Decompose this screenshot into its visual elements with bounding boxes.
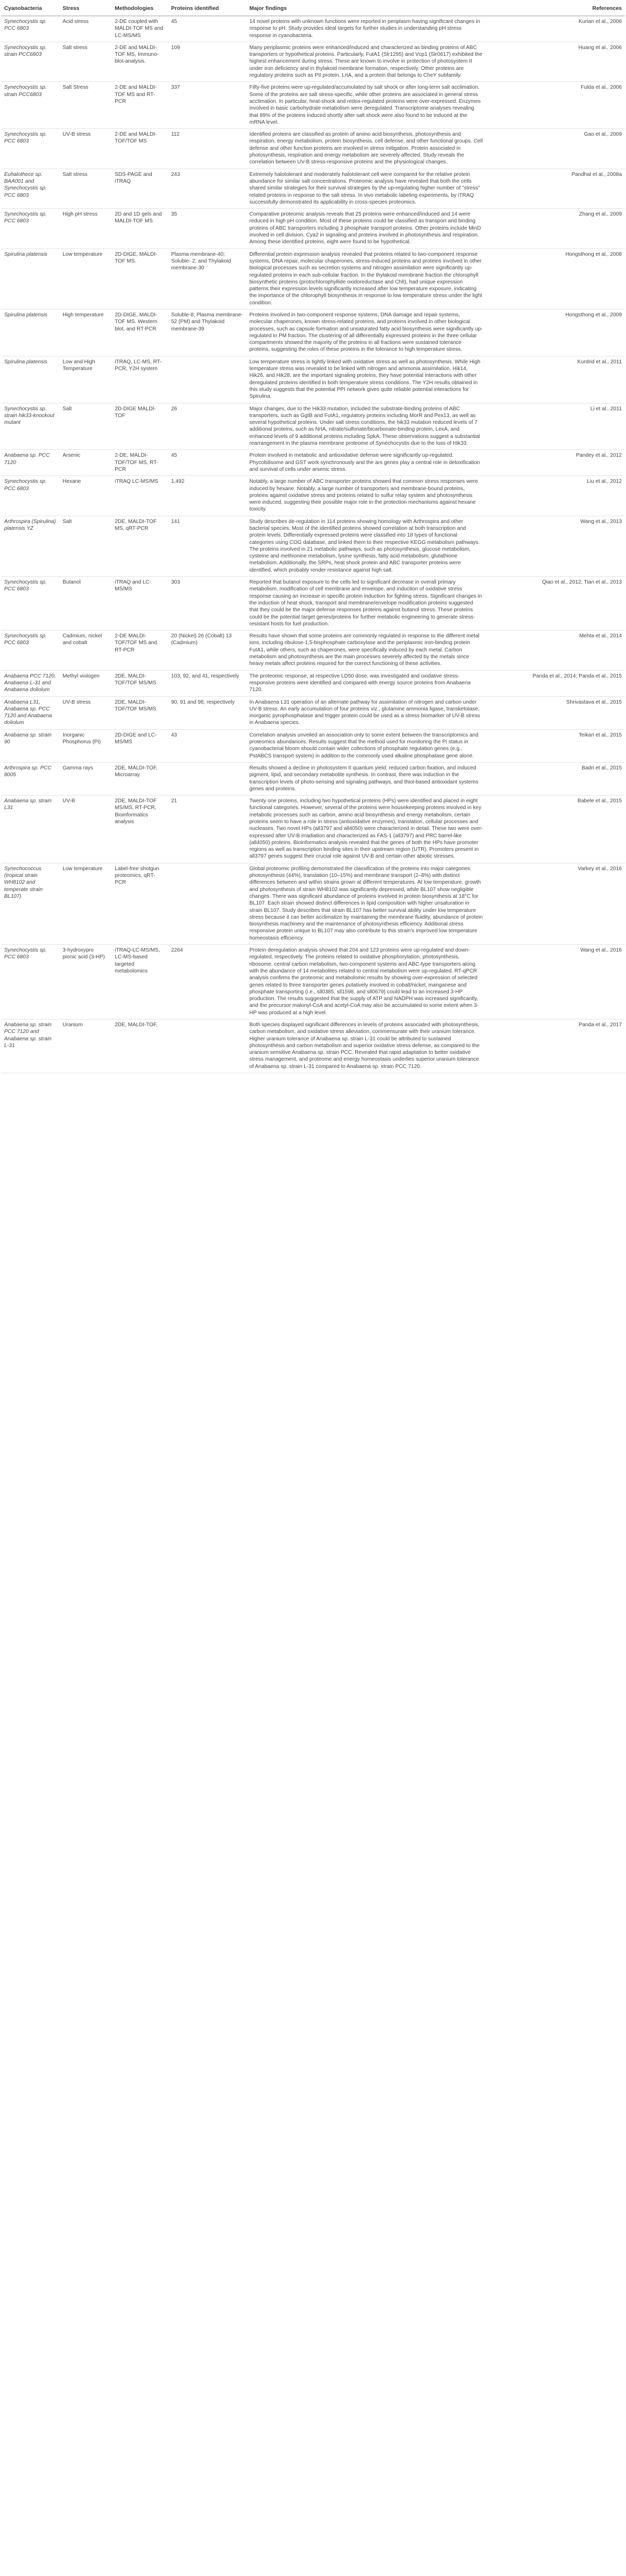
table-row — [1, 16, 625, 42]
table-body — [1, 16, 625, 1073]
table-row — [1, 1019, 625, 1073]
cell-major-findings: The proteomic response, at respective LD50 dose, was investigated and oxidative stress-responsive proteins were identified and compared with energy source proteins from Anabaena 7120. — [246, 670, 486, 696]
cell-methodologies: 2DE, MALDI-TOF, — [112, 1019, 168, 1073]
table-row — [1, 863, 625, 944]
table-row — [1, 450, 625, 476]
cell-cyanobacteria: Spirulina platensis — [1, 248, 59, 309]
cell-proteins-identified: 2264 — [168, 945, 246, 1019]
header-cyanobacteria: Cyanobacteria — [1, 0, 59, 16]
cell-stress: Salt stress — [59, 42, 112, 81]
table-row — [1, 516, 625, 576]
table-row — [1, 129, 625, 169]
header-stress: Stress — [59, 0, 112, 16]
cell-cyanobacteria: Spirulina platensis — [1, 309, 59, 356]
cell-cyanobacteria: Euhalothece sp. BAA001 and Synechocystis sp. PCC 6803 — [1, 169, 59, 208]
cell-proteins-identified: 109 — [168, 42, 246, 81]
cell-major-findings: 14 novel proteins with unknown functions were reported in periplasm having significant changes in response to pH. Study provides ideal targets for further studies in understanding pH stress response in cyanobacteria. — [246, 16, 486, 42]
cell-stress: Cadmium, nickel and cobalt — [59, 631, 112, 670]
cell-proteins-identified: 112 — [168, 129, 246, 169]
cell-cyanobacteria: Anabaena PCC 7120, Anabaena L-31 and Anabaena doliolum — [1, 670, 59, 696]
cell-stress: UV-B — [59, 796, 112, 863]
table-row — [1, 670, 625, 696]
cell-proteins-identified — [168, 863, 246, 944]
cell-major-findings: Differential protein expression analysis revealed that proteins related to two-component response systems, DNA repair, molecular chaperones, stress-induced proteins and proteins involved in other biological processes such as secretion systems and nitrogen assimilation were significantly up-regulated proteins in each sub-cellular fraction. In the thylakoid membrane fraction the chlorophyll biosynthetic proteins (protochlorophyllide oxidoreductase and ChlI), had unique expression patterns their expression levels significantly increased after low temperature exposure, indicating the importance of the chlorophyll biosynthesis in response to low temperature stress under the light condition. — [246, 248, 486, 309]
cell-stress: Low temperature — [59, 248, 112, 309]
cell-major-findings: Notably, a large number of ABC transporter proteins showed that common stress responses were induced by hexane. Notably, a large number of transporters and membrane-bound proteins, proteins against oxidative stress and proteins related to sulfur relay system and photosynthesis were induced, suggesting their possible major role in the protection mechanisms against hexane toxicity. — [246, 476, 486, 516]
cell-reference: Pandhal et al., 2008a — [486, 169, 625, 208]
cell-major-findings: Results have shown that some proteins are commonly regulated in response to the different metal ions, including ribulose-1,5-bisphosphate carboxylase and the periplasmic iron-binding protein FutA1, while others, such as chaperones, were specifically induced by each metal. Carbon metabolism and photosynthesis are the main processes severely affected by the metals since heavy metals affect proteins required for the correct functioning of these activities. — [246, 631, 486, 670]
table-row — [1, 403, 625, 450]
cell-proteins-identified: 21 — [168, 796, 246, 863]
table-row — [1, 169, 625, 208]
cell-proteins-identified: 26 — [168, 403, 246, 450]
cell-major-findings: In Anabaena L31 operation of an alternate pathway for assimilation of nitrogen and carbon under UV-B stress. An early accumulation of four proteins viz., glutamine ammonia ligase, transketolase, inorganic pyrophosphatase and trigger protein could be used as a stress biomarker of UV-B stress in Anabaena species. — [246, 696, 486, 729]
cell-methodologies: 2D and 1D gels and MALDI-TOF MS — [112, 209, 168, 248]
cell-methodologies: iTRAQ and LC-MS/MS — [112, 577, 168, 631]
proteomics-table — [1, 0, 625, 1073]
cell-stress: Salt — [59, 516, 112, 576]
header-references: References — [486, 0, 625, 16]
table-row — [1, 796, 625, 863]
cell-methodologies: 2DE, MALDI-TOF/TOF MS/MS — [112, 696, 168, 729]
cell-reference: Qiao et al., 2012; Tian et al., 2013 — [486, 577, 625, 631]
cell-proteins-identified: 337 — [168, 82, 246, 129]
cell-major-findings: Fifty-five proteins were up-regulated/accumulated by salt shock or after long-term salt acclimation. Some of the proteins are salt stress-specific, while other proteins are associated in general stress acclimation. In particular, heat-shock and redox-regulated proteins were over-expressed. Enzymes involved in basic carbohydrate metabolism were deregulated. Transcriptome analyses revealing that 89% of the proteins induced shortly after salt shock were also found to be induced at the mRNA level. — [246, 82, 486, 129]
header-proteins-identified: Proteins identified — [168, 0, 246, 16]
cell-proteins-identified — [168, 356, 246, 403]
cell-stress: UV-B stress — [59, 696, 112, 729]
cell-stress: Salt — [59, 403, 112, 450]
cell-methodologies: 2DE, MALDI-TOF MS, qRT-PCR — [112, 516, 168, 576]
table-row — [1, 356, 625, 403]
cell-reference: Panda et al., 2017 — [486, 1019, 625, 1073]
header-major-findings: Major findings — [246, 0, 486, 16]
cell-stress: Salt Stress — [59, 82, 112, 129]
cell-reference: Panda et al., 2014; Panda et al., 2015 — [486, 670, 625, 696]
cell-reference: Varkey et al., 2016 — [486, 863, 625, 944]
cell-reference: Kurdrid et al., 2011 — [486, 356, 625, 403]
cell-major-findings: Identified proteins are classified as protein of amino acid biosynthesis, photosynthesis and respiration, energy metabolism, protein biosynthesis, cell defense, and other functional groups. Cell defense and other function proteins are involved in stress mitigation. Protein associated in photosynthesis, respiration and energy metabolism are severely affected. Study reveals the correlation between UV-B stress-responsive proteins and the physiological changes. — [246, 129, 486, 169]
table-row — [1, 729, 625, 762]
cell-methodologies: iTRAQ-LC-MS/MS, LC-MS-based targeted metabolomics — [112, 945, 168, 1019]
cell-cyanobacteria: Anabaena sp. PCC 7120 — [1, 450, 59, 476]
cell-methodologies: Label-free shotgun proteomics, qRT-PCR — [112, 863, 168, 944]
cell-proteins-identified: 243 — [168, 169, 246, 208]
cell-stress: Methyl viologen — [59, 670, 112, 696]
cell-cyanobacteria: Synechocystis sp. PCC 6803 — [1, 476, 59, 516]
cell-proteins-identified — [168, 1019, 246, 1073]
cell-reference: Shrivastava et al., 2015 — [486, 696, 625, 729]
cell-cyanobacteria: Anabaena L31, Anabaena sp. PCC 7120 and Anabaena doliolum — [1, 696, 59, 729]
cell-cyanobacteria: Synechococcus (tropical strain WH8102 and temperate strain BL107) — [1, 863, 59, 944]
cell-proteins-identified — [168, 762, 246, 795]
cell-stress: High temperature — [59, 309, 112, 356]
cell-cyanobacteria: Synechocystis sp. strain PCC6803 — [1, 82, 59, 129]
cell-major-findings: Low temperature stress is tightly linked with oxidative stress as well as photosynthesis. While High temperature stress was revealed to be linked with nitrogen and ammonia assimilation. Hik14, Hik26, and Hik28, are the important signaling proteins, they have potential interactions with other deregulated proteins identified in both temperature stress conditions. The Y2H results obtained in this study suggests that the potential PPI network gives quite reliable potential interactions for Spirulina. — [246, 356, 486, 403]
cell-cyanobacteria: Synechocystis sp. PCC 6803 — [1, 16, 59, 42]
cell-cyanobacteria: Arthrospira sp. PCC 8005 — [1, 762, 59, 795]
cell-reference: Babele et al., 2015 — [486, 796, 625, 863]
cell-proteins-identified: 45 — [168, 16, 246, 42]
cell-proteins-identified: 90, 91 and 98, respectively — [168, 696, 246, 729]
cell-proteins-identified: 43 — [168, 729, 246, 762]
cell-stress: Inorganic Phosphorus (Pi) — [59, 729, 112, 762]
cell-proteins-identified: 141 — [168, 516, 246, 576]
table-row — [1, 42, 625, 81]
cell-methodologies: iTRAQ LC-MS/MS — [112, 476, 168, 516]
cell-proteins-identified: 35 — [168, 209, 246, 248]
table-row — [1, 248, 625, 309]
table-row — [1, 696, 625, 729]
cell-stress: Salt stress — [59, 169, 112, 208]
cell-methodologies: iTRAQ, LC-MS, RT-PCR, Y2H system — [112, 356, 168, 403]
cell-major-findings: Reported that butanol exposure to the cells led to significant decrease in overall primary metabolism, modification of cell membrane and envelope, and induction of oxidative stress response causing an increase in specific protein induction for fighting stress. Significant changes in the induction of heat shock, transport and membrane/envelope modification proteins suggested that they could be the major defense responses proteins against butanol stress. These proteins could be the potential target genes/proteins for further metabolic engineering to generate stress-resistant hosts for fuel production. — [246, 577, 486, 631]
cell-reference: Hongsthong et al., 2009 — [486, 309, 625, 356]
cell-methodologies: 2DE, MALDI-TOF/TOF MS/MS — [112, 670, 168, 696]
cell-stress: UV-B stress — [59, 129, 112, 169]
cell-methodologies: 2-DE and MALDI-TOF MS and RT-PCR — [112, 82, 168, 129]
cell-stress: High pH stress — [59, 209, 112, 248]
cell-cyanobacteria: Arthrospira (Spirulina) platensis YZ — [1, 516, 59, 576]
cell-stress: Acid stress — [59, 16, 112, 42]
cell-reference: Pandey et al., 2012 — [486, 450, 625, 476]
cell-cyanobacteria: Synechocystis sp. PCC 6803 — [1, 209, 59, 248]
table-row — [1, 631, 625, 670]
cell-major-findings: Many periplasmic proteins were enhanced/induced and characterized as binding proteins of ABC transporters or hypothetical proteins. Particularly, FutA1 (Slr1295) and Vcp1 (Slr0617) exhibited the highest enhancement during stress. These are known to involve in protection of photosystem II under iron deficiency and in thylakoid membrane formation, respectively. Other proteins are regulatory proteins such as PII protein, LrtA, and a protein that belongs to CheY subfamily. — [246, 42, 486, 81]
cell-reference: Kurian et al., 2006 — [486, 16, 625, 42]
cell-stress: 3-hydroxypro pionic acid (3-HP) — [59, 945, 112, 1019]
cell-major-findings: Major changes, due to the Hik33 mutation, included the substrate-binding proteins of ABC transporters, such as GgtB and FutA1, regulatory proteins including MorR and Pex13, as well as several hypothetical proteins. Under salt stress conditions, the hik33 mutation reduced levels of 7 additional proteins, such as NrtA, nitrate/sulfonate/bicarbonate-binding protein, LexA, and enhanced levels of 9 additional proteins including SpkA. These observations suggest a substantial rearrangement in the plasma membrane proteome of Synechocystis due to the loss of Hik33. — [246, 403, 486, 450]
table-row — [1, 476, 625, 516]
cell-stress: Butanol — [59, 577, 112, 631]
cell-major-findings: Study describes de-regulation in 114 proteins showing homology with Arthrospira and other bacterial species. Most of the identified proteins showed correlation at both transcription and protein levels. Differentially expressed proteins were classified into 18 types of functional categories using COG database, and linked them to their respective KEGG metabolism pathways. The proteins involved in 21 metabolic pathways, such as photosynthesis, glucose metabolism, cysteine and methionine metabolism, lysine synthesis, fatty acid metabolism, glutathione metabolism. Additionally, the SRPs, heat shock protein and ABC transporter proteins were identified, which probably render resistance against high salt. — [246, 516, 486, 576]
cell-cyanobacteria: Synechocystis sp. PCC 6803 — [1, 945, 59, 1019]
cell-proteins-identified: Plasma membrane-40; Soluble- 2; and Thylakoid membrane-30 — [168, 248, 246, 309]
cell-cyanobacteria: Anabaena sp. strain PCC 7120 and Anabaena sp. strain L-31 — [1, 1019, 59, 1073]
cell-reference: Teikari et al., 2015 — [486, 729, 625, 762]
cell-stress: Low and High Temperature — [59, 356, 112, 403]
cell-proteins-identified: Soluble-8; Plasma membrane-52 (PM) and Thylakoid membrane-39 — [168, 309, 246, 356]
cell-cyanobacteria: Synechocystis sp. PCC 6803 — [1, 631, 59, 670]
cell-cyanobacteria: Synechocystis sp. strain hik33-knockout mutant — [1, 403, 59, 450]
cell-major-findings: Proteins involved in two-component response systems, DNA damage and repair systems, molecular chaperones, known stress-related proteins, and proteins involved in other biological processes, such as capsule formation and unsaturated fatty acid biosynthesis were significantly up-regulated in PM fraction. The clustering of all differentially expressed proteins in the three cellular compartments showed the majority of the proteins in all fractions were sustained tolerance proteins, suggesting the roles of these proteins in the tolerance to high temperature stress. — [246, 309, 486, 356]
cell-cyanobacteria: Anabaena sp. strain 90 — [1, 729, 59, 762]
cell-cyanobacteria: Synechocystis sp. strain PCC6803 — [1, 42, 59, 81]
table-row — [1, 209, 625, 248]
table-row — [1, 82, 625, 129]
cell-reference: Huang et al., 2006 — [486, 42, 625, 81]
cell-cyanobacteria: Spirulina platensis — [1, 356, 59, 403]
cell-stress: Arsenic — [59, 450, 112, 476]
cell-reference: Wang et al., 2016 — [486, 945, 625, 1019]
cell-methodologies: 2DE, MALDI-TOF, Microarray — [112, 762, 168, 795]
cell-cyanobacteria: Synechocystis sp. PCC 6803 — [1, 129, 59, 169]
cell-major-findings: Global proteomic profiling demonstrated the classification of the proteins into major categories: photosynthesis (44%), translation (10–15%) and membrane transport (2–8%) with distinct differences between and within strains grown at different temperatures. At low temperature, growth and photosynthesis of strain WH8102 was significantly depressed, while BL107 show negligible changes. There was significant abundance of proteins involved in protein biosynthesis at 18°C for BL107. Each strain showed distinct differences in lipid composition with higher unsaturation in strain BL107. Study describes that strain BL107 has better survival ability under low temperature stress because it can better acclimatize by maintaining the membrane fluidity, abundance of protein biosynthesis machinery and the maintenance of photosynthesis efficiency. Additional stress responsive protein unique to BL107 may also contribute to this strain's improved low temperature homeostasis efficiency. — [246, 863, 486, 944]
table-header-row — [1, 0, 625, 16]
cell-major-findings: Comparative proteomic analysis reveals that 25 proteins were enhanced/induced and 14 were reduced in high pH condition. Most of these proteins could be classified as transport and binding proteins of ABC transporters including 3 phosphate transport proteins. Other proteins include MinD involved in cell division, Cya2 in signaling and proteins involved in photosynthesis and respiration. Among these identified proteins, eight were found to be hypothetical. — [246, 209, 486, 248]
cell-reference: Fulda et al., 2006 — [486, 82, 625, 129]
cell-reference: Gao et al., 2009 — [486, 129, 625, 169]
cell-stress: Gamma rays — [59, 762, 112, 795]
cell-stress: Hexane — [59, 476, 112, 516]
cell-cyanobacteria: Anabaena sp. strain L31 — [1, 796, 59, 863]
cell-reference: Wang et al., 2013 — [486, 516, 625, 576]
cell-methodologies: 2-DE coupled with MALDI-TOF MS and LC-MS/MS — [112, 16, 168, 42]
cell-stress: Low temperature — [59, 863, 112, 944]
table-row — [1, 309, 625, 356]
cell-methodologies: 2-DE, MALDI-TOF/TOF MS, RT-PCR — [112, 450, 168, 476]
cell-methodologies: 2DE, MALDI-TOF MS/MS, RT-PCR, Bioinformatics analysis — [112, 796, 168, 863]
cell-major-findings: Extremely halotolerant and moderately halotolerant cell were compared for the relative protein abundance for similar salt concentrations. Proteomic analysis have revealed that both the cells shared similar strategies for their survival strategies by the up-regulating higher number of "stress" related proteins in response to the salt stress. In vivo metabolic labeling experiments, by iTRAQ successfully demonstrated its applicability in cross-species proteomics. — [246, 169, 486, 208]
cell-major-findings: Protein deregulation analysis showed that 204 and 123 proteins were up-regulated and down-regulated, respectively. The proteins related to oxidative phosphorylation, photosynthesis, ribosome, central carbon metabolism, two-component systems and ABC-type transporters along with the abundance of 14 metabolites related to central metabolism were up-regulated. RT-qPCR analysis confirms the proteomic and metabolomic results by showing over-expression of selected genes related to three transporter genes putatively involved in cobalt/nickel, manganese and phosphate transporting (i.e., sll0385, sll1598, and sll0679) could lead to an increased 3-HP production. The results suggested that the supply of ATP and NADPH was increased significantly, and the precursor malonyl-CoA and acetyl-CoA may also be accumulated to some extent when 3-HP was produced at a high level. — [246, 945, 486, 1019]
cell-proteins-identified: 45 — [168, 450, 246, 476]
cell-stress: Uranium — [59, 1019, 112, 1073]
cell-methodologies: 2D-DIGE and LC-MS/MS — [112, 729, 168, 762]
cell-major-findings: Results showed a decline in photosystem II quantum yield, reduced carbon fixation, and induced pigment, lipid, and secondary metabolite synthesis. In contrast, there was induction in the transcription levels of photo-sensing and signaling pathways, and thiol-based antioxidant systems genes and proteins. — [246, 762, 486, 795]
cell-reference: Zhang et al., 2009 — [486, 209, 625, 248]
cell-proteins-identified: 1,492 — [168, 476, 246, 516]
cell-methodologies: 2D-DIGE, MALDI-TOF MS. Western blot, and RT-PCR — [112, 309, 168, 356]
cell-major-findings: Correlation analysis unveiled an association only to some extent between the transcriptomics and proteomics abundances. Results suggest that the method used for monitoring the Pi status in cyanobacterial bloom should contain wider collections of phosphate regulation genes (e.g., PstABCS transport system) in addition to the commonly used alkaline phosphatase gene alone. — [246, 729, 486, 762]
cell-major-findings: Twenty one proteins, including two hypothetical proteins (HPs) were identified and placed in eight functional categories. However, several of the proteins were housekeeping proteins involved in key metabolic processes such as carbon, amino acid biosynthesis and energy metabolism, certain proteins seem to have a role in stress (antioxidative enzymes), translation, cellular processes and nucleases. Two novel HPs (all3797 and all4050) were characterized in detail. These two were over-expressed after UV-B irradiation and characterized as FAS-1 (all3797) and PRC barrel-like (all4050) proteins. Bioinformatics analysis revealed that the genes of both the HPs have promoter regions as well as transcription binding sites in their upstream region (UTR). Promoters present in all3797 genes suggest their crucial role against UV-B and certain other abiotic stresses. — [246, 796, 486, 863]
header-methodologies: Methodologies — [112, 0, 168, 16]
cell-reference: Mehta et al., 2014 — [486, 631, 625, 670]
cell-major-findings: Both species displayed significant differences in levels of proteins associated with photosynthesis, carbon metabolism, and oxidative stress alleviation, commensurate with their uranium tolerance. Higher uranium tolerance of Anabaena sp. strain L-31 could be attributed to sustained photosynthesis and carbon metabolism and superior oxidative stress defense, as compared to the uranium sensitive Anabaena sp. strain PCC. Revealed that rapid adaptation to better oxidative stress management, and proteome and energy homeostasis underlies superior uranium tolerance of Anabaena sp. strain L-31 compared to Anabaena sp. strain PCC 7120. — [246, 1019, 486, 1073]
cell-methodologies: 2-DE MALDI-TOF/TOF MS and RT-PCR — [112, 631, 168, 670]
cell-proteins-identified: 303 — [168, 577, 246, 631]
cell-methodologies: 2D-DIGE MALDI-TOF — [112, 403, 168, 450]
cell-major-findings: Protein involved in metabolic and antioxidative defense were significantly up-regulated. Phycobilisome and GST work synchronously and the ars genes play a central role in detoxification and survival of cells under arsenic stress. — [246, 450, 486, 476]
cell-methodologies: SDS-PAGE and iTRAQ — [112, 169, 168, 208]
table-row — [1, 577, 625, 631]
cell-proteins-identified: 20 (Nickel) 26 (Cobalt) 13 (Cadmium) — [168, 631, 246, 670]
cell-reference: Hongsthong et al., 2008 — [486, 248, 625, 309]
cell-reference: Badri et al., 2015 — [486, 762, 625, 795]
table-row — [1, 945, 625, 1019]
cell-methodologies: 2D-DIGE, MALDI-TOF MS. — [112, 248, 168, 309]
cell-methodologies: 2-DE and MALDI-TOF MS, Immuno-blot-analysis. — [112, 42, 168, 81]
table-row — [1, 762, 625, 795]
cell-methodologies: 2-DE and MALDI-TOF/TOF MS — [112, 129, 168, 169]
cell-cyanobacteria: Synechocystis sp. PCC 6803 — [1, 577, 59, 631]
cell-reference: Li et al., 2011 — [486, 403, 625, 450]
cell-reference: Liu et al., 2012 — [486, 476, 625, 516]
cell-proteins-identified: 103, 92, and 41, respectively — [168, 670, 246, 696]
